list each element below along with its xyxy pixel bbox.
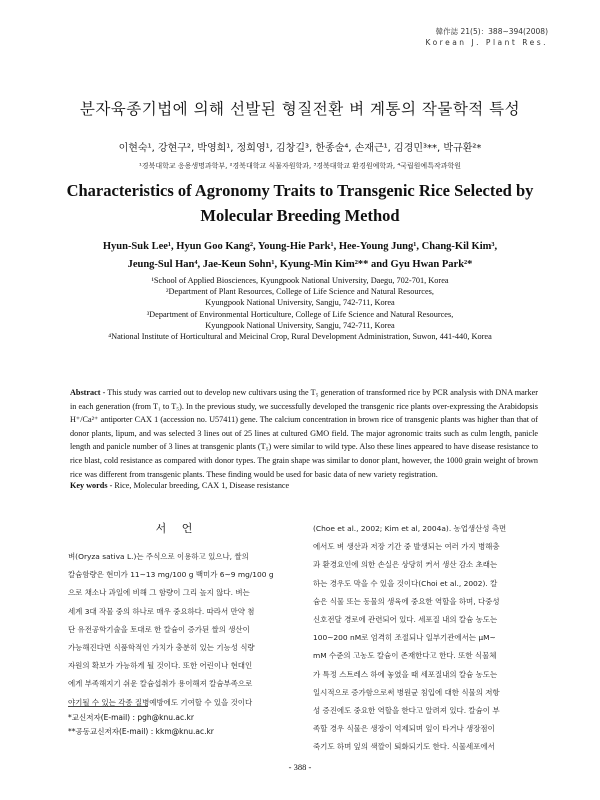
corresponding-author-email: *교신저자(E-mail) : pgh@knu.ac.kr: [68, 713, 194, 722]
affiliation-line: ¹School of Applied Biosciences, Kyungpook National University, Daegu, 702-701, Korea: [151, 276, 449, 285]
body-line: (Choe et al., 2002; Kim et al, 2004a). 농업생산성 측면: [313, 524, 507, 533]
english-title-line: Characteristics of Agronomy Traits to Transgenic Rice Selected by: [66, 181, 534, 200]
body-line: 벼(Oryza sativa L.)는 주식으로 이용하고 있으나, 쌀의: [68, 552, 249, 561]
english-title: [40, 178, 560, 228]
korean-authors: 이현숙¹, 강현구², 박영희¹, 정희영¹, 김창길³, 한종술⁴, 손재근¹, 김경민³**, 박규환²*: [118, 143, 482, 154]
english-title-line: Molecular Breeding Method: [200, 206, 400, 225]
footnotes: [68, 711, 214, 738]
english-authors: [30, 238, 570, 274]
korean-affiliations: ¹경북대학교 응용생명과학부, ²경북대학교 식물자원학과, ³경북대학교 환경원예학과, ⁴국립원예특작과학원: [138, 162, 461, 170]
body-line: 슘은 식물 또는 동물의 생육에 중요한 역할을 하며, 다중성: [313, 596, 500, 606]
keywords-label: Key words: [70, 481, 108, 490]
body-line: 족할 경우 식물은 생장이 억제되며 잎이 타거나 생장점이: [313, 724, 495, 734]
body-line: 으로 채소나 과일에 비해 그 함량이 그리 높지 않다. 벼는: [68, 588, 250, 598]
affiliation-line: ²Department of Plant Resources, College of Life Science and Natural Resources,: [166, 287, 434, 297]
body-line: 하는 경우도 막을 수 있을 것이다(Choi et al., 2002). 칼: [313, 578, 498, 588]
body-line: 자원의 확보가 가능하게 될 것이다. 또한 어린이나 현대인: [68, 661, 253, 671]
right-column: [313, 520, 539, 757]
english-authors-line: Jeung-Sul Han⁴, Jae-Keun Sohn¹, Kyung-Min Kim²** and Gyu Hwan Park²*: [127, 259, 473, 270]
body-line: 가능해진다면 식품학적인 가치가 충분히 있는 기능성 식량: [68, 643, 255, 653]
english-authors-line: Hyun-Suk Lee¹, Hyun Goo Kang², Young-Hie Park¹, Hee-Young Jung¹, Chang-Kil Kim³,: [102, 241, 498, 252]
body-line: 칼슘함량은 현미가 11~13 mg/100 g 백미가 6~9 mg/100 g: [68, 570, 274, 580]
body-line: 단 유전공학기술을 토대로 한 칼슘이 증가된 쌀의 생산이: [68, 624, 250, 634]
body-line: 죽기도 하며 잎의 색깔이 퇴화되기도 한다. 식물세포에서: [313, 742, 495, 752]
section-title-introduction: 서 언: [155, 522, 199, 535]
keywords: [70, 481, 538, 490]
body-line: 신호전달 경로에 관련되어 있다. 세포질 내의 칼슘 농도는: [313, 615, 498, 625]
body-line: 성 증진에도 중요한 역할을 한다고 알려져 있다. 칼슘이 부: [313, 706, 500, 716]
journal-citation: 韓作誌 21(5)：388~394(2008): [435, 27, 548, 36]
body-line: 에서도 벼 생산과 저장 기간 중 발생되는 여러 가지 병해충: [313, 542, 500, 552]
footnote-divider: [68, 706, 148, 707]
body-line: 100~200 nM로 엄격히 조절되나 일부기관에서는 μM~: [313, 633, 496, 643]
abstract-text: - This study was carried out to develop new cultivars using the T₅ generation of transformed rice by PCR analysis with DNA marker in each generation (from T₁ to T₅). In the previous study, we successfully developed the transgenic rice plants over-expressing the Arabidopsis H⁺/Ca²⁺ antiporter CAX 1 (accession no. U57411) gene. The calcium concentration in brown rice of transgenic plants was higher than that of donor plants, lipum, and was selected 3 lines out of 25 lines at cultured GMO field. The major agronomic traits such as culm length, panicle length and panicle number of 3 lines at transgenic plants (T₅) were similar to wild type. Also these lines appeared to have disease resistance to rice blast, cold resistance as compared with donor types. The grain shape was similar to donor plant, however, the 1000 grain weight of brown rice was different from transgenic plants. These finding would be used for basic data of new variety registration.: [70, 388, 538, 479]
affiliation-line: ³Department of Environmental Horticulture, College of Life Science and Natural Resources,: [146, 309, 454, 319]
abstract-label: Abstract: [70, 388, 101, 397]
affiliation-line: ⁴National Institute of Horticultural and Meicinal Crop, Rural Development Administration, Suwon, 441-440, Korea: [108, 332, 492, 342]
affiliation-line: Kyungpook National University, Sangju, 742-711, Korea: [205, 320, 395, 330]
keywords-text: - Rice, Molecular breeding, CAX 1, Disease resistance: [107, 481, 290, 490]
page-number: - 388 -: [288, 762, 312, 772]
body-line: 야기될 수 있는 각종 질병예방에도 기여할 수 있을 것이다: [68, 697, 253, 707]
affiliation-line: Kyungpook National University, Sangju, 742-711, Korea: [205, 298, 395, 308]
journal-header: [426, 26, 548, 48]
abstract: [70, 386, 538, 481]
journal-name: Korean J. Plant Res.: [425, 38, 548, 47]
body-line: 가 특정 스트레스 하에 놓였을 때 세포질내의 칼슘 농도는: [313, 669, 498, 679]
body-line: 과 환경요인에 의한 손실은 상당히 커서 생산 감소 초래는: [313, 560, 498, 570]
english-affiliations: [30, 275, 570, 342]
body-line: 세계 3대 작물 중의 하나로 매우 중요하다. 따라서 만약 첨: [68, 606, 255, 616]
body-line: 일시적으로 증가함으로써 병원균 침입에 대한 식물의 저항: [313, 687, 500, 697]
left-column: [68, 548, 290, 712]
body-line: mM 수준의 고농도 칼슘이 존재한다고 한다. 또한 식물체: [313, 651, 497, 661]
co-corresponding-author-email: **공동교신저자(E-mail) : kkm@knu.ac.kr: [68, 726, 214, 736]
korean-title: 분자육종기법에 의해 선발된 형질전환 벼 계통의 작물학적 특성: [79, 100, 521, 118]
body-line: 에게 부족해지기 쉬운 칼슘섭취가 용이해져 칼슘부족으로: [68, 679, 253, 689]
